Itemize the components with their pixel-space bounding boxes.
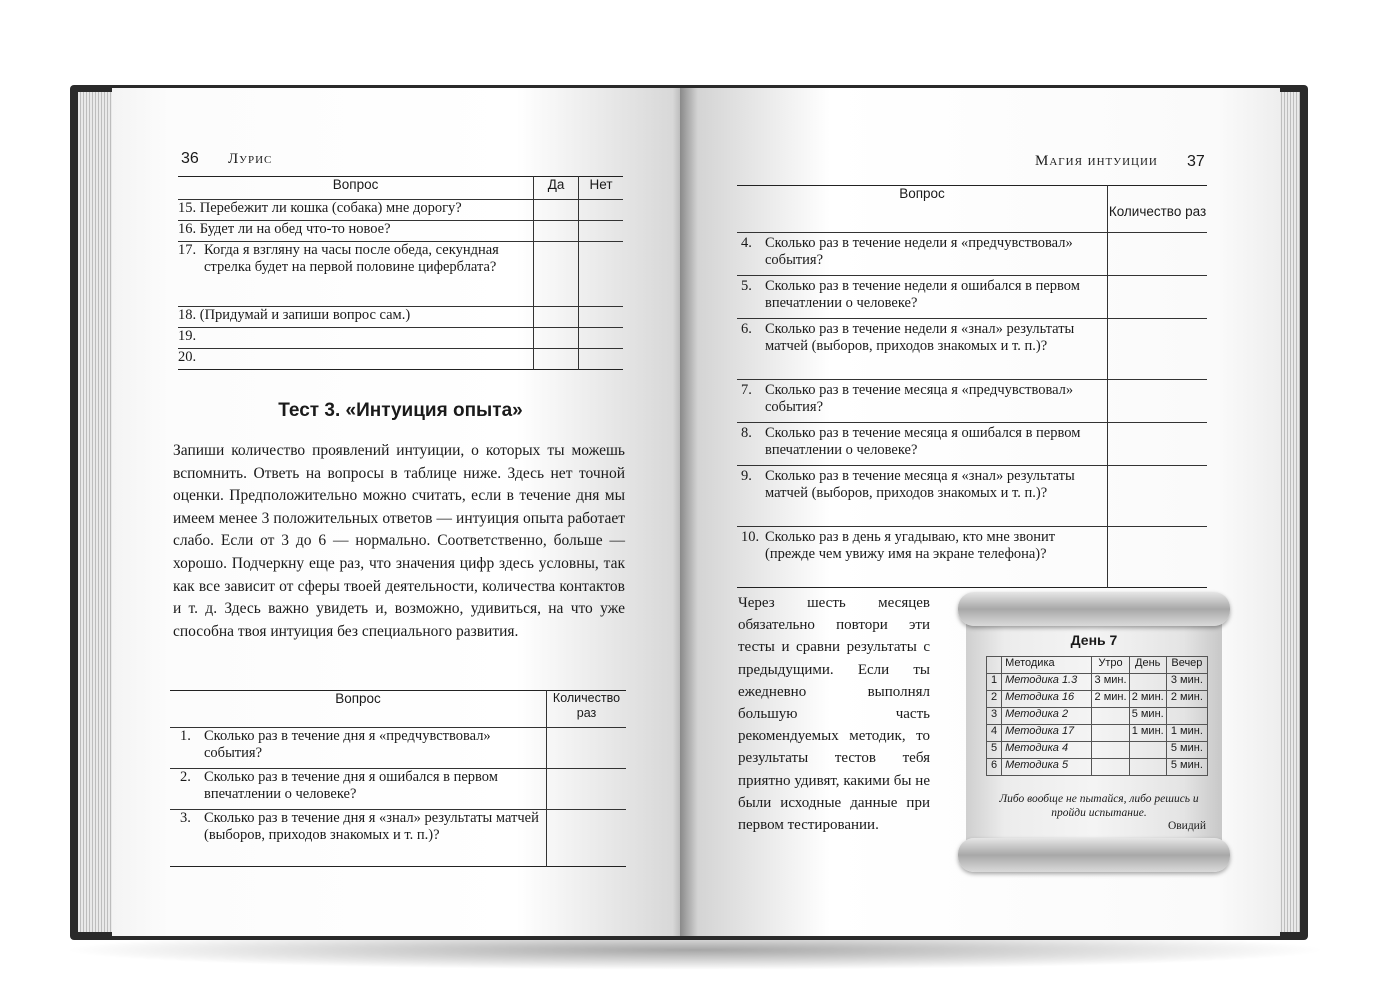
col-header-evening: Вечер xyxy=(1166,657,1207,674)
cell-count[interactable] xyxy=(1108,466,1208,527)
cell-count[interactable] xyxy=(1108,380,1208,423)
row-number: 15. xyxy=(178,200,197,216)
row-question: Сколько раз в течение недели я ошибался в первом впечатлении о человеке? xyxy=(765,278,1080,311)
cell-count[interactable] xyxy=(1108,423,1208,466)
row-question: Сколько раз в течение месяца я «предчувствовал» события? xyxy=(765,382,1074,415)
day-time: 1 мин. xyxy=(1129,725,1166,742)
col-header-question: Вопрос xyxy=(178,177,534,200)
cell-yes[interactable] xyxy=(534,221,579,242)
row-question: Сколько раз в течение дня я ошибался в первом впечатлении о человеке? xyxy=(204,769,498,802)
section-title: Тест 3. «Интуиция опыта» xyxy=(278,400,523,421)
table-row xyxy=(737,319,1207,380)
table-row xyxy=(178,328,623,349)
table-row xyxy=(987,691,1208,708)
day-time: 2 мин. xyxy=(1129,691,1166,708)
evening-time xyxy=(1166,708,1207,725)
row-number: 6. xyxy=(741,321,752,337)
cell-count[interactable] xyxy=(547,810,627,867)
row-number: 5. xyxy=(741,278,752,294)
scroll-bottom-roll xyxy=(958,838,1230,872)
table-row xyxy=(737,527,1207,588)
scroll-quote-author: Овидий xyxy=(1167,820,1206,832)
day-time xyxy=(1129,742,1166,759)
methods-table xyxy=(986,656,1208,776)
morning-time: 3 мин. xyxy=(1092,674,1129,691)
table-row xyxy=(987,708,1208,725)
method-index: 3 xyxy=(987,708,1002,725)
morning-time xyxy=(1092,759,1129,776)
col-header-index xyxy=(987,657,1002,674)
cell-no[interactable] xyxy=(579,349,623,370)
method-name: Методика 16 xyxy=(1002,691,1092,708)
method-index: 6 xyxy=(987,759,1002,776)
row-number: 7. xyxy=(741,382,752,398)
row-question: Сколько раз в течение месяца я «знал» результаты матчей (выборов, приходов знакомых и т. п.)? xyxy=(765,468,1075,501)
method-index: 2 xyxy=(987,691,1002,708)
right-running-head: Магия интуиции xyxy=(1035,153,1158,169)
row-question: (Придумай и запиши вопрос сам.) xyxy=(199,307,411,323)
cell-count[interactable] xyxy=(547,769,627,810)
row-number: 17. xyxy=(178,242,197,258)
evening-time: 5 мин. xyxy=(1166,759,1207,776)
table-row xyxy=(737,233,1207,276)
cell-count[interactable] xyxy=(1108,233,1208,276)
col-header-day: День xyxy=(1129,657,1166,674)
method-index: 5 xyxy=(987,742,1002,759)
evening-time: 5 мин. xyxy=(1166,742,1207,759)
cell-yes[interactable] xyxy=(534,200,579,221)
table-row xyxy=(170,728,626,769)
table-row xyxy=(987,725,1208,742)
row-question: Сколько раз в течение недели я «знал» результаты матчей (выборов, приходов знакомых и т. п.)? xyxy=(765,321,1075,354)
cell-yes[interactable] xyxy=(534,349,579,370)
table-yes-no xyxy=(178,176,623,370)
table-row xyxy=(178,221,623,242)
col-header-count: Количество раз xyxy=(1108,186,1208,233)
row-question: Когда я взгляну на часы после обеда, секундная стрелка будет на первой половине циферблата? xyxy=(204,242,499,275)
row-question: Сколько раз в течение месяца я ошибался в первом впечатлении о человеке? xyxy=(765,425,1081,458)
row-number: 16. xyxy=(178,221,197,237)
day-time: 5 мин. xyxy=(1129,708,1166,725)
col-header-yes: Да xyxy=(534,177,579,200)
evening-time: 3 мин. xyxy=(1166,674,1207,691)
cell-yes[interactable] xyxy=(534,328,579,349)
left-page-number: 36 xyxy=(181,150,199,167)
cell-count[interactable] xyxy=(1108,527,1208,588)
table-row xyxy=(178,349,623,370)
table-row xyxy=(737,466,1207,527)
col-header-count: Количество раз xyxy=(547,691,627,728)
table-count-week-month xyxy=(737,185,1207,588)
evening-time: 1 мин. xyxy=(1166,725,1207,742)
table-row xyxy=(170,810,626,867)
side-paragraph: Через шесть месяцев обязательно повтори эти тесты и сравни результаты с предыдущими. Если ты ежедневно выполнял большую часть рекомендуемых методик, то результаты тестов тебя приятно удивят, какими бы не были исходные данные при первом тестировании. xyxy=(738,595,930,834)
table-row xyxy=(178,242,623,307)
table-row xyxy=(737,276,1207,319)
table-row xyxy=(987,742,1208,759)
table-row xyxy=(737,423,1207,466)
method-name: Методика 1.3 xyxy=(1002,674,1092,691)
cell-count[interactable] xyxy=(1108,319,1208,380)
row-number: 3. xyxy=(180,810,191,826)
morning-time: 2 мин. xyxy=(1092,691,1129,708)
cell-yes[interactable] xyxy=(534,307,579,328)
row-question: Будет ли на обед что-то новое? xyxy=(199,221,391,237)
row-number: 9. xyxy=(741,468,752,484)
method-name: Методика 17 xyxy=(1002,725,1092,742)
row-question: Сколько раз в день я угадываю, кто мне звонит (прежде чем увижу имя на экране телефона)? xyxy=(765,529,1056,562)
method-name: Методика 5 xyxy=(1002,759,1092,776)
scroll-title: День 7 xyxy=(1070,632,1118,648)
col-header-morning: Утро xyxy=(1092,657,1129,674)
table-row xyxy=(170,769,626,810)
scroll-top-roll xyxy=(958,592,1230,626)
left-running-head: Лурис xyxy=(228,151,273,167)
day-time xyxy=(1129,759,1166,776)
table-count-day xyxy=(170,690,626,867)
table-row xyxy=(737,380,1207,423)
method-index: 1 xyxy=(987,674,1002,691)
table-row xyxy=(987,674,1208,691)
day-plan-scroll xyxy=(958,590,1230,872)
cell-yes[interactable] xyxy=(534,242,579,307)
morning-time xyxy=(1092,725,1129,742)
method-index: 4 xyxy=(987,725,1002,742)
col-header-question: Вопрос xyxy=(170,691,547,728)
morning-time xyxy=(1092,708,1129,725)
col-header-no: Нет xyxy=(579,177,623,200)
col-header-method: Методика xyxy=(1002,657,1092,674)
row-number: 10. xyxy=(741,529,760,545)
row-number: 2. xyxy=(180,769,191,785)
morning-time xyxy=(1092,742,1129,759)
evening-time: 2 мин. xyxy=(1166,691,1207,708)
method-name: Методика 2 xyxy=(1002,708,1092,725)
row-question: Сколько раз в течение недели я «предчувствовал» события? xyxy=(765,235,1073,268)
cell-no[interactable] xyxy=(579,328,623,349)
row-number: 1. xyxy=(180,728,191,744)
row-number: 20. xyxy=(178,349,197,365)
table-row xyxy=(987,759,1208,776)
cell-count[interactable] xyxy=(1108,276,1208,319)
table-row xyxy=(178,307,623,328)
cell-no[interactable] xyxy=(579,307,623,328)
cell-no[interactable] xyxy=(579,200,623,221)
intro-paragraph: Запиши количество проявлений интуиции, о которых ты можешь вспомнить. Ответь на вопросы в таблице ниже. Здесь нет точной оценки. Предположительно можно считать, если в течение дня мы имеем менее 3 положительных ответов — интуиция опыта работает слабо. Если от 3 до 6 — нормально. Соответственно, больше — хорошо. Подчеркну еще раз, что значения цифр здесь условны, так как все зависит от сферы твоей деятельности, количества контактов и т. д. Здесь важно увидеть и, возможно, удивиться, на что уже способна твоя интуиция без специального развития. xyxy=(173,442,625,640)
row-question: Сколько раз в течение дня я «знал» результаты матчей (выборов, приходов знакомых и т. п.)? xyxy=(204,810,539,843)
day-time xyxy=(1129,674,1166,691)
row-question: Сколько раз в течение дня я «предчувствовал» события? xyxy=(204,728,491,761)
scroll-quote: Либо вообще не пытайся, либо решись и пройди испытание. xyxy=(999,793,1199,819)
col-header-question: Вопрос xyxy=(737,186,1108,233)
row-number: 19. xyxy=(178,328,197,344)
row-question: Перебежит ли кошка (собака) мне дорогу? xyxy=(199,200,462,216)
cell-no[interactable] xyxy=(579,242,623,307)
row-number: 4. xyxy=(741,235,752,251)
table-row xyxy=(178,200,623,221)
row-number: 18. xyxy=(178,307,197,323)
cell-no[interactable] xyxy=(579,221,623,242)
row-number: 8. xyxy=(741,425,752,441)
method-name: Методика 4 xyxy=(1002,742,1092,759)
right-page-number: 37 xyxy=(1187,153,1205,170)
cell-count[interactable] xyxy=(547,728,627,769)
